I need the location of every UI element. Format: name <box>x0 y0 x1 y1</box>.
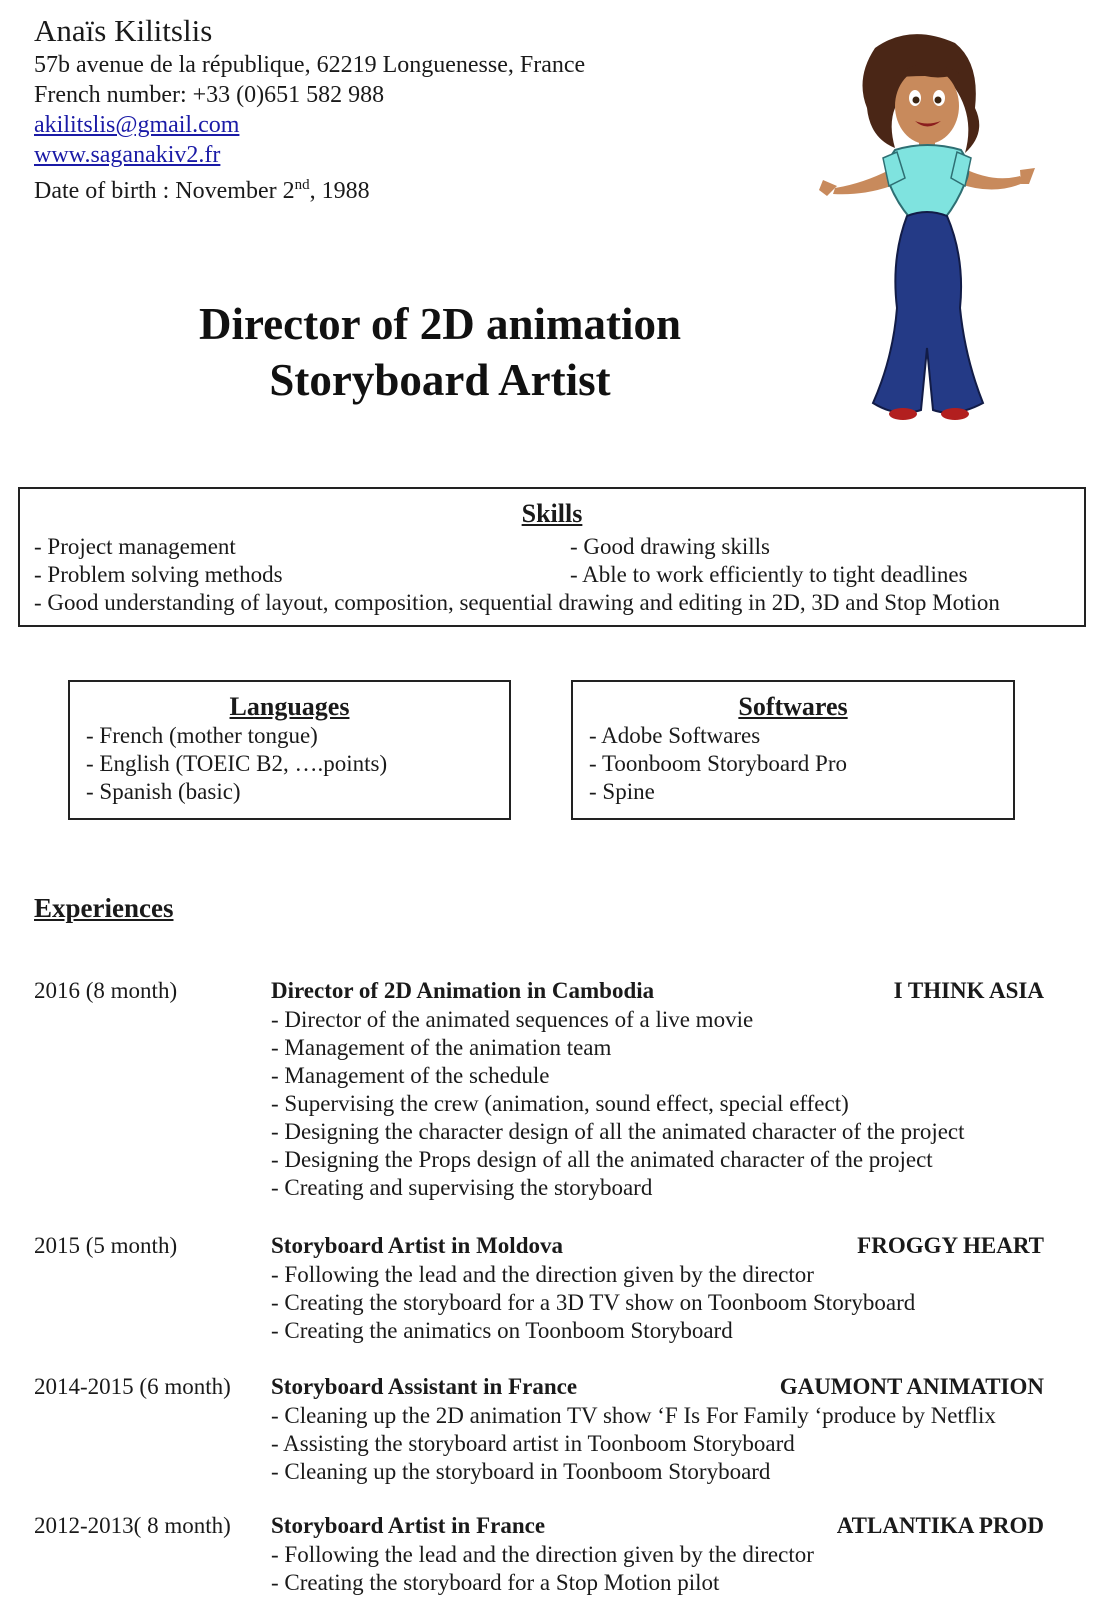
skill-item: - Able to work efficiently to tight deadlines <box>570 562 968 587</box>
skill-item: - Problem solving methods <box>34 562 283 587</box>
skill-item: - Project management <box>34 534 236 559</box>
phone-number: French number: +33 (0)651 582 988 <box>34 82 385 108</box>
experience-duties <box>271 1402 996 1486</box>
email-link[interactable]: akilitslis@gmail.com <box>34 112 240 138</box>
duty-item: - Assisting the storyboard artist in Toonboom Storyboard <box>271 1431 795 1456</box>
experience-company: I THINK ASIA <box>893 978 1044 1003</box>
website-link[interactable]: www.saganakiv2.fr <box>34 142 221 168</box>
skill-item: - Good understanding of layout, composition, sequential drawing and editing in 2D, 3D and Stop Motion <box>34 590 1000 615</box>
experience-duties <box>271 1541 814 1597</box>
softwares-box <box>571 680 1015 820</box>
experience-role: Storyboard Assistant in France <box>271 1374 578 1399</box>
experience-date: 2016 (8 month) <box>34 978 178 1003</box>
job-title-line-1: Director of 2D animation <box>198 299 681 349</box>
experience-role: Director of 2D Animation in Cambodia <box>271 978 655 1003</box>
date-of-birth: Date of birth : November 2nd, 1988 <box>34 177 370 204</box>
duty-item: - Designing the Props design of all the animated character of the project <box>271 1147 933 1172</box>
skill-item: - Good drawing skills <box>570 534 770 559</box>
language-item: - French (mother tongue) <box>86 723 318 748</box>
address: 57b avenue de la république, 62219 Longuenesse, France <box>34 52 586 78</box>
experience-company: ATLANTIKA PROD <box>836 1513 1044 1538</box>
software-item: - Spine <box>589 779 655 804</box>
duty-item: - Creating the storyboard for a Stop Motion pilot <box>271 1570 720 1595</box>
software-item: - Toonboom Storyboard Pro <box>589 751 847 776</box>
duty-item: - Cleaning up the 2D animation TV show ‘F Is For Family ‘produce by Netflix <box>271 1403 996 1428</box>
duty-item: - Designing the character design of all the animated character of the project <box>271 1119 965 1144</box>
duty-item: - Director of the animated sequences of a live movie <box>271 1007 754 1032</box>
languages-heading: Languages <box>229 692 350 721</box>
experience-date: 2012-2013( 8 month) <box>34 1513 231 1538</box>
experience-date: 2014-2015 (6 month) <box>34 1374 231 1399</box>
job-title-line-2: Storyboard Artist <box>269 355 611 405</box>
language-item: - Spanish (basic) <box>86 779 241 804</box>
job-title <box>140 296 740 408</box>
skills-heading: Skills <box>521 499 583 528</box>
experience-duties <box>271 1006 965 1202</box>
skills-box <box>18 487 1086 627</box>
duty-item: - Management of the schedule <box>271 1063 550 1088</box>
language-item: - English (TOEIC B2, ….points) <box>86 751 388 776</box>
duty-item: - Cleaning up the storyboard in Toonboom Storyboard <box>271 1459 771 1484</box>
languages-box <box>68 680 511 820</box>
contact-block <box>34 12 585 206</box>
experience-role: Storyboard Artist in Moldova <box>271 1233 563 1258</box>
person-name: Anaïs Kilitslis <box>34 13 213 48</box>
experience-date: 2015 (5 month) <box>34 1233 178 1258</box>
experiences-heading: Experiences <box>34 893 174 923</box>
softwares-heading: Softwares <box>738 692 848 721</box>
software-item: - Adobe Softwares <box>589 723 761 748</box>
duty-item: - Creating the animatics on Toonboom Storyboard <box>271 1318 733 1343</box>
duty-item: - Supervising the crew (animation, sound effect, special effect) <box>271 1091 849 1116</box>
experience-company: GAUMONT ANIMATION <box>779 1374 1044 1399</box>
experience-company: FROGGY HEART <box>857 1233 1044 1258</box>
duty-item: - Creating and supervising the storyboard <box>271 1175 653 1200</box>
duty-item: - Following the lead and the direction given by the director <box>271 1262 814 1287</box>
duty-item: - Management of the animation team <box>271 1035 612 1060</box>
experience-duties <box>271 1261 915 1345</box>
cartoon-portrait-illustration <box>815 18 1055 448</box>
duty-item: - Creating the storyboard for a 3D TV show on Toonboom Storyboard <box>271 1290 916 1315</box>
duty-item: - Following the lead and the direction given by the director <box>271 1542 814 1567</box>
experience-role: Storyboard Artist in France <box>271 1513 546 1538</box>
